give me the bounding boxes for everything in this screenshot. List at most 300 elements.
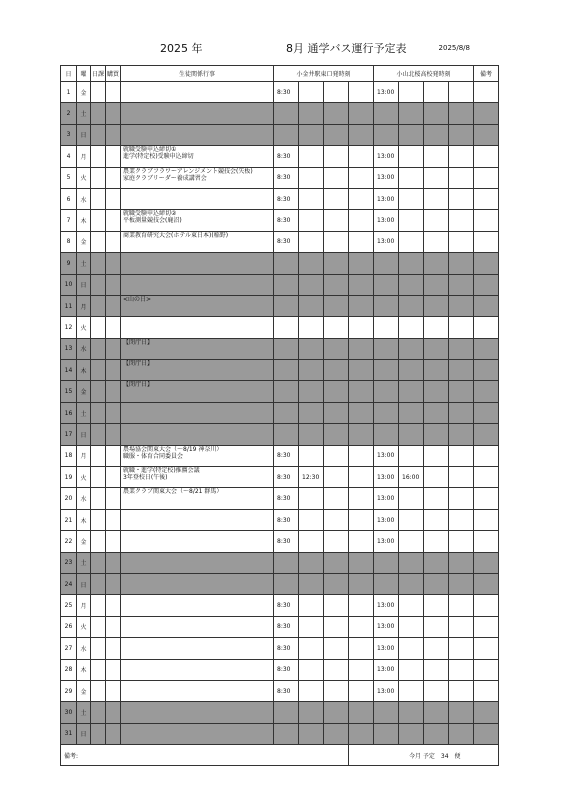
session-cell — [91, 253, 106, 274]
event-cell: 就職受験申込締切① 進学(特定校)受験申込締切 — [121, 146, 274, 167]
stop2-time-1 — [374, 103, 399, 124]
table-row — [61, 445, 499, 466]
stop1-time-3 — [324, 659, 349, 680]
stop2-time-3 — [424, 509, 449, 530]
stop1-time-4 — [349, 723, 374, 744]
stop1-time-1 — [274, 402, 299, 423]
event-cell — [121, 680, 274, 701]
event-cell — [121, 253, 274, 274]
stop1-time-2 — [299, 253, 324, 274]
stop1-time-4 — [349, 680, 374, 701]
stop2-time-2 — [399, 146, 424, 167]
stop1-time-3 — [324, 295, 349, 316]
day-cell: 11 — [61, 295, 77, 316]
col-note: 備考 — [474, 66, 499, 82]
stop2-time-3 — [424, 595, 449, 616]
dow-cell: 日 — [77, 424, 91, 445]
stop1-time-3 — [324, 338, 349, 359]
lunch-cell — [106, 467, 121, 488]
lunch-cell — [106, 723, 121, 744]
stop1-time-2 — [299, 659, 324, 680]
stop1-time-3 — [324, 124, 349, 145]
stop1-time-2 — [299, 124, 324, 145]
col-dow: 曜 — [77, 66, 91, 82]
lunch-cell — [106, 680, 121, 701]
dow-cell: 日 — [77, 124, 91, 145]
stop1-time-3 — [324, 616, 349, 637]
stop2-time-3 — [424, 146, 449, 167]
stop1-time-3 — [324, 231, 349, 252]
dow-cell: 火 — [77, 467, 91, 488]
note-cell — [474, 338, 499, 359]
stop2-time-2 — [399, 723, 424, 744]
dow-cell: 土 — [77, 702, 91, 723]
stop1-time-3 — [324, 103, 349, 124]
session-cell — [91, 488, 106, 509]
stop2-time-3 — [424, 488, 449, 509]
note-cell — [474, 188, 499, 209]
stop1-time-2 — [299, 167, 324, 188]
stop2-time-2 — [399, 638, 424, 659]
stop1-time-4 — [349, 167, 374, 188]
day-cell: 3 — [61, 124, 77, 145]
session-cell — [91, 616, 106, 637]
session-cell — [91, 274, 106, 295]
event-cell — [121, 573, 274, 594]
stop1-time-1 — [274, 360, 299, 381]
stop2-time-2 — [399, 317, 424, 338]
stop2-time-3 — [424, 295, 449, 316]
day-cell: 2 — [61, 103, 77, 124]
col-stop2: 小山北桜高校発時刻 — [374, 66, 474, 82]
session-cell — [91, 231, 106, 252]
stop1-time-4 — [349, 509, 374, 530]
stop2-time-4 — [449, 82, 474, 103]
event-cell: 商業教育研究大会(ホテル東日本)(稲野) — [121, 231, 274, 252]
stop1-time-1 — [274, 381, 299, 402]
stop1-time-4 — [349, 402, 374, 423]
day-cell: 19 — [61, 467, 77, 488]
stop1-time-1: 8:30 — [274, 231, 299, 252]
session-cell — [91, 552, 106, 573]
dow-cell: 火 — [77, 616, 91, 637]
day-cell: 26 — [61, 616, 77, 637]
table-row — [61, 509, 499, 530]
stop2-time-4 — [449, 488, 474, 509]
stop1-time-2: 12:30 — [299, 467, 324, 488]
stop2-time-4 — [449, 616, 474, 637]
day-cell: 23 — [61, 552, 77, 573]
stop2-time-1: 13:00 — [374, 638, 399, 659]
event-cell: <山の日> — [121, 295, 274, 316]
stop1-time-3 — [324, 531, 349, 552]
stop2-time-1 — [374, 402, 399, 423]
note-cell — [474, 531, 499, 552]
day-cell: 13 — [61, 338, 77, 359]
stop1-time-1 — [274, 723, 299, 744]
lunch-cell — [106, 381, 121, 402]
lunch-cell — [106, 402, 121, 423]
stop1-time-3 — [324, 638, 349, 659]
table-row — [61, 402, 499, 423]
stop2-time-2 — [399, 595, 424, 616]
note-cell — [474, 467, 499, 488]
stop1-time-3 — [324, 317, 349, 338]
stop1-time-2 — [299, 338, 324, 359]
stop1-time-4 — [349, 253, 374, 274]
stop1-time-2 — [299, 317, 324, 338]
lunch-cell — [106, 274, 121, 295]
stop2-time-4 — [449, 253, 474, 274]
session-cell — [91, 295, 106, 316]
stop2-time-2 — [399, 680, 424, 701]
stop2-time-1: 13:00 — [374, 659, 399, 680]
event-cell — [121, 317, 274, 338]
lunch-cell — [106, 82, 121, 103]
stop1-time-2 — [299, 531, 324, 552]
table-row — [61, 146, 499, 167]
stop2-time-2 — [399, 124, 424, 145]
stop2-time-3 — [424, 402, 449, 423]
stop2-time-3 — [424, 573, 449, 594]
stop1-time-3 — [324, 723, 349, 744]
stop1-time-2 — [299, 509, 324, 530]
table-row — [61, 103, 499, 124]
footer-row — [61, 745, 499, 766]
stop1-time-3 — [324, 595, 349, 616]
note-cell — [474, 381, 499, 402]
event-cell — [121, 531, 274, 552]
stop1-time-4 — [349, 295, 374, 316]
stop2-time-4 — [449, 638, 474, 659]
lunch-cell — [106, 360, 121, 381]
event-cell — [121, 638, 274, 659]
stop2-time-1: 13:00 — [374, 595, 399, 616]
lunch-cell — [106, 231, 121, 252]
table-row — [61, 295, 499, 316]
note-cell — [474, 616, 499, 637]
stop1-time-4 — [349, 573, 374, 594]
day-cell: 9 — [61, 253, 77, 274]
stop1-time-4 — [349, 360, 374, 381]
dow-cell: 日 — [77, 723, 91, 744]
table-row — [61, 124, 499, 145]
stop2-time-4 — [449, 531, 474, 552]
note-cell — [474, 167, 499, 188]
event-cell — [121, 274, 274, 295]
stop2-time-3 — [424, 82, 449, 103]
stop1-time-3 — [324, 274, 349, 295]
stop2-time-4 — [449, 295, 474, 316]
dow-cell: 木 — [77, 509, 91, 530]
stop2-time-1: 13:00 — [374, 82, 399, 103]
lunch-cell — [106, 103, 121, 124]
note-cell — [474, 595, 499, 616]
stop1-time-2 — [299, 638, 324, 659]
day-cell: 14 — [61, 360, 77, 381]
note-cell — [474, 146, 499, 167]
table-row — [61, 210, 499, 231]
col-events: 生徒関係行事 — [121, 66, 274, 82]
dow-cell: 木 — [77, 659, 91, 680]
stop2-time-3 — [424, 552, 449, 573]
stop2-time-4 — [449, 552, 474, 573]
stop1-time-4 — [349, 231, 374, 252]
note-label: 備考: — [61, 745, 349, 766]
stop1-time-4 — [349, 445, 374, 466]
event-cell — [121, 424, 274, 445]
stop2-time-1: 13:00 — [374, 445, 399, 466]
note-cell — [474, 124, 499, 145]
stop2-time-2 — [399, 82, 424, 103]
stop1-time-3 — [324, 402, 349, 423]
stop1-time-4 — [349, 188, 374, 209]
stop1-time-3 — [324, 253, 349, 274]
day-cell: 22 — [61, 531, 77, 552]
dow-cell: 水 — [77, 188, 91, 209]
table-row — [61, 531, 499, 552]
day-cell: 6 — [61, 188, 77, 209]
stop1-time-2 — [299, 188, 324, 209]
dow-cell: 土 — [77, 552, 91, 573]
day-cell: 15 — [61, 381, 77, 402]
stop1-time-4 — [349, 531, 374, 552]
stop1-time-3 — [324, 146, 349, 167]
dow-cell: 日 — [77, 573, 91, 594]
stop2-time-3 — [424, 680, 449, 701]
stop2-time-2: 16:00 — [399, 467, 424, 488]
stop1-time-1: 8:30 — [274, 616, 299, 637]
stop1-time-1: 8:30 — [274, 146, 299, 167]
stop2-time-4 — [449, 573, 474, 594]
stop1-time-1: 8:30 — [274, 659, 299, 680]
session-cell — [91, 573, 106, 594]
stop1-time-4 — [349, 659, 374, 680]
note-cell — [474, 659, 499, 680]
day-cell: 17 — [61, 424, 77, 445]
session-cell — [91, 531, 106, 552]
dow-cell: 金 — [77, 381, 91, 402]
stop1-time-3 — [324, 488, 349, 509]
session-cell — [91, 659, 106, 680]
lunch-cell — [106, 616, 121, 637]
stop1-time-3 — [324, 445, 349, 466]
stop2-time-3 — [424, 531, 449, 552]
stop1-time-4 — [349, 595, 374, 616]
stop2-time-3 — [424, 253, 449, 274]
stop1-time-2 — [299, 274, 324, 295]
stop2-time-2 — [399, 253, 424, 274]
col-session: 日課 — [91, 66, 106, 82]
stop1-time-1: 8:30 — [274, 680, 299, 701]
session-cell — [91, 638, 106, 659]
session-cell — [91, 317, 106, 338]
stop2-time-4 — [449, 723, 474, 744]
note-cell — [474, 552, 499, 573]
stop2-time-1 — [374, 381, 399, 402]
stop1-time-2 — [299, 680, 324, 701]
stop1-time-2 — [299, 231, 324, 252]
stop1-time-2 — [299, 488, 324, 509]
lunch-cell — [106, 188, 121, 209]
table-row — [61, 360, 499, 381]
stop1-time-3 — [324, 573, 349, 594]
event-cell — [121, 402, 274, 423]
stop1-time-2 — [299, 723, 324, 744]
table-row — [61, 638, 499, 659]
stop2-time-4 — [449, 231, 474, 252]
lunch-cell — [106, 210, 121, 231]
dow-cell: 金 — [77, 531, 91, 552]
note-cell — [474, 231, 499, 252]
table-row — [61, 338, 499, 359]
stop1-time-3 — [324, 381, 349, 402]
stop2-time-1: 13:00 — [374, 188, 399, 209]
event-cell — [121, 509, 274, 530]
stop2-time-4 — [449, 467, 474, 488]
stop2-time-1 — [374, 338, 399, 359]
session-cell — [91, 467, 106, 488]
stop1-time-4 — [349, 338, 374, 359]
lunch-cell — [106, 253, 121, 274]
dow-cell: 金 — [77, 231, 91, 252]
stop2-time-2 — [399, 188, 424, 209]
session-cell — [91, 103, 106, 124]
event-cell: 【閉庁日】 — [121, 360, 274, 381]
table-row — [61, 680, 499, 701]
session-cell — [91, 424, 106, 445]
stop1-time-2 — [299, 82, 324, 103]
stop2-time-1 — [374, 573, 399, 594]
note-cell — [474, 210, 499, 231]
stop1-time-4 — [349, 274, 374, 295]
dow-cell: 月 — [77, 445, 91, 466]
col-stop1: 小金井駅東口発時刻 — [274, 66, 374, 82]
stop2-time-4 — [449, 595, 474, 616]
stop1-time-3 — [324, 680, 349, 701]
stop1-time-2 — [299, 702, 324, 723]
lunch-cell — [106, 317, 121, 338]
stop1-time-3 — [324, 467, 349, 488]
lunch-cell — [106, 167, 121, 188]
dow-cell: 金 — [77, 82, 91, 103]
stop2-time-2 — [399, 509, 424, 530]
stop2-time-2 — [399, 103, 424, 124]
session-cell — [91, 509, 106, 530]
stop1-time-2 — [299, 146, 324, 167]
table-row — [61, 231, 499, 252]
dow-cell: 火 — [77, 167, 91, 188]
stop2-time-1: 13:00 — [374, 210, 399, 231]
note-cell — [474, 702, 499, 723]
schedule-table — [60, 65, 499, 766]
stop2-time-1: 13:00 — [374, 231, 399, 252]
event-cell: 農場協会関東大会（～8/19 神奈川） 職服・体育合同委員会 — [121, 445, 274, 466]
note-cell — [474, 103, 499, 124]
note-cell — [474, 680, 499, 701]
stop1-time-2 — [299, 573, 324, 594]
stop1-time-4 — [349, 82, 374, 103]
stop1-time-4 — [349, 146, 374, 167]
dow-cell: 月 — [77, 146, 91, 167]
stop2-time-1: 13:00 — [374, 467, 399, 488]
stop2-time-2 — [399, 231, 424, 252]
lunch-cell — [106, 573, 121, 594]
stop1-time-4 — [349, 210, 374, 231]
stop2-time-4 — [449, 167, 474, 188]
note-cell — [474, 360, 499, 381]
event-cell — [121, 702, 274, 723]
stop1-time-3 — [324, 82, 349, 103]
session-cell — [91, 445, 106, 466]
stop1-time-1 — [274, 253, 299, 274]
stop1-time-2 — [299, 402, 324, 423]
stop2-time-4 — [449, 338, 474, 359]
stop2-time-3 — [424, 167, 449, 188]
stop2-time-3 — [424, 424, 449, 445]
stop1-time-4 — [349, 638, 374, 659]
dow-cell: 土 — [77, 402, 91, 423]
stop1-time-2 — [299, 360, 324, 381]
stop2-time-1 — [374, 702, 399, 723]
stop2-time-2 — [399, 552, 424, 573]
stop1-time-1: 8:30 — [274, 82, 299, 103]
event-cell — [121, 82, 274, 103]
day-cell: 10 — [61, 274, 77, 295]
header-row — [61, 66, 499, 82]
stop2-time-4 — [449, 402, 474, 423]
stop2-time-2 — [399, 702, 424, 723]
stop2-time-2 — [399, 381, 424, 402]
stop2-time-3 — [424, 360, 449, 381]
day-cell: 30 — [61, 702, 77, 723]
event-cell — [121, 103, 274, 124]
stop1-time-3 — [324, 188, 349, 209]
stop1-time-2 — [299, 103, 324, 124]
stop1-time-4 — [349, 467, 374, 488]
stop2-time-2 — [399, 488, 424, 509]
stop2-time-3 — [424, 124, 449, 145]
stop2-time-2 — [399, 531, 424, 552]
stop2-time-3 — [424, 467, 449, 488]
stop1-time-2 — [299, 424, 324, 445]
stop1-time-3 — [324, 702, 349, 723]
day-cell: 8 — [61, 231, 77, 252]
stop2-time-3 — [424, 638, 449, 659]
day-cell: 28 — [61, 659, 77, 680]
stop2-time-2 — [399, 360, 424, 381]
event-cell: 【閉庁日】 — [121, 338, 274, 359]
event-cell — [121, 616, 274, 637]
col-day: 日 — [61, 66, 77, 82]
table-row — [61, 723, 499, 744]
event-cell: 就職・進学(特定校)推薦会議 3年登校日(午後) — [121, 467, 274, 488]
stop1-time-1 — [274, 103, 299, 124]
lunch-cell — [106, 338, 121, 359]
note-cell — [474, 402, 499, 423]
event-cell — [121, 659, 274, 680]
dow-cell: 水 — [77, 488, 91, 509]
dow-cell: 月 — [77, 295, 91, 316]
stop1-time-3 — [324, 210, 349, 231]
stop2-time-1: 13:00 — [374, 509, 399, 530]
table-row — [61, 595, 499, 616]
lunch-cell — [106, 702, 121, 723]
stop2-time-4 — [449, 509, 474, 530]
table-row — [61, 424, 499, 445]
stop2-time-1: 13:00 — [374, 488, 399, 509]
event-cell — [121, 723, 274, 744]
